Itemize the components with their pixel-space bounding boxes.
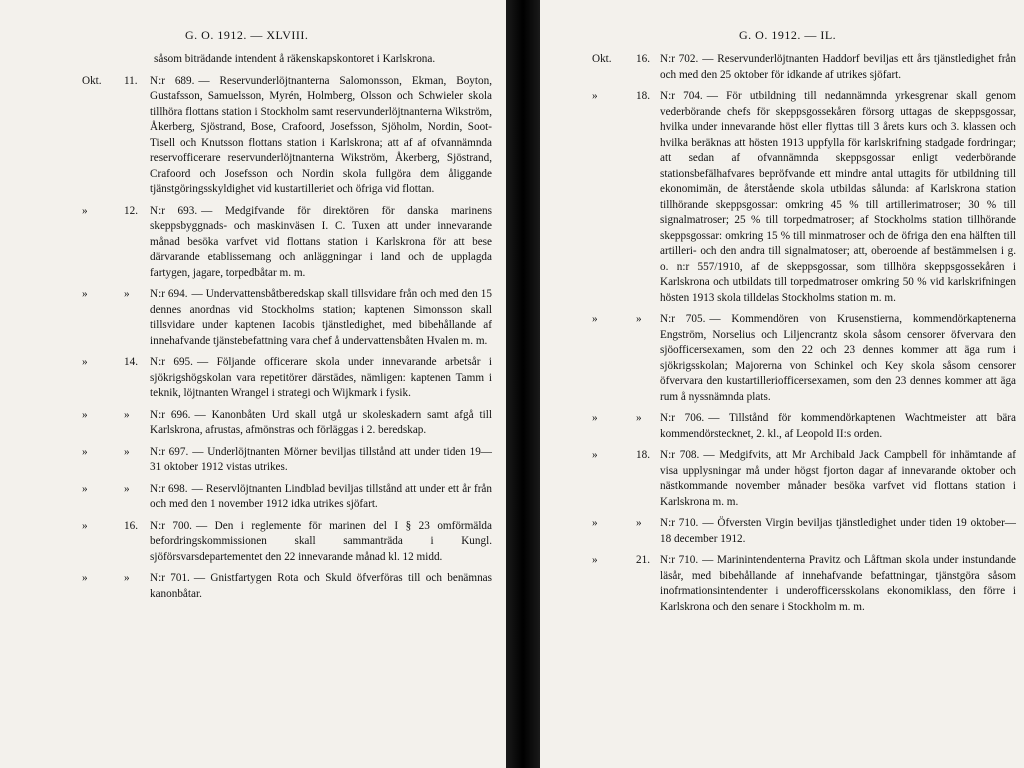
entry-number: N:r 697.	[150, 445, 189, 458]
entry-body	[150, 74, 492, 198]
entry-text: — Kommendören von Krusenstierna, kommendörkaptenerna Engström, Norselius och Liljencrantz skola såsom censorer öfvervara den sjöofficersexamen, som den 22 och 23 dennes kommer att äga rum i sjökrigsskolan; Majorerna von Schinkel och Key skola såsom censorer öfvervara den kustartilleriofficersexamen, som den 23 dennes kommer att äga rum å nyssnämnda plats.	[660, 313, 1016, 403]
left-page	[0, 0, 506, 768]
list-item	[0, 74, 506, 198]
entry-day: »	[124, 288, 130, 300]
list-item	[540, 312, 1024, 405]
entry-month: »	[82, 445, 88, 458]
list-item	[540, 553, 1024, 615]
list-item	[0, 571, 506, 602]
list-item	[540, 89, 1024, 306]
entry-month: »	[82, 519, 88, 532]
entry-month: Okt.	[82, 74, 102, 87]
entry-text: — Den i reglemente för marinen del I § 23 omförmälda befordringskommissionen skall sammanträda i Kungl. sjöförsvarsdepartementet den 22 innevarande månad kl. 12 midd.	[150, 519, 492, 563]
entry-month: »	[82, 356, 88, 368]
entry-number: N:r 694.	[150, 288, 188, 300]
list-item	[0, 52, 506, 68]
entry-body	[660, 89, 1016, 306]
entry-day: »	[636, 313, 642, 325]
entry-body	[660, 312, 1016, 405]
entry-day: 21.	[636, 554, 650, 566]
list-item	[0, 408, 506, 439]
entry-text: — Reservlöjtnanten Lindblad beviljas tillstånd att under ett år från och med den 1 november 1912 idka utrikes sjöfart.	[150, 482, 492, 510]
entry-body	[150, 52, 492, 68]
entry-month: »	[592, 90, 598, 102]
entry-number: N:r 700.	[150, 519, 192, 532]
list-item	[0, 482, 506, 513]
list-item	[0, 519, 506, 566]
entry-day: 14.	[124, 356, 138, 368]
list-item	[0, 287, 506, 349]
entry-month: »	[82, 204, 88, 217]
entry-text: — För utbildning till nedannämnda yrkesgrenar skall genom vederbörande chefs för skeppsgossekåren försorg uttagas de skeppsgossar, hvilka under innevarande höst eller flyttas till 3 årets kurs och 3. klassen och hvilka beräknas att hösten 1913 uppfylla för karlskrifning stadgade fordringar; att sedan af ofvannämnda skeppsgossar enligt vederbörande stationsbefälhafvares bepröfvande ett mindre antal uttagits för utbildning till ekonomimän, de återstående skola utbildas sålunda: af Karlskrona station tillhörande skeppsgossar: omkring 45 % till artillerimatroser; 30 % till signalmatroser; 25 % till torpedmatroser; af Stockholms station tillhörande skeppsgossar: omkring 15 % till minmatroser och de öfriga den ena hälften till artilleri- och den andra till signalmatoser; att, oberoende af bestämmelsen i g. o. n:r 557/1910, af de skeppsgossar, som tillhöra skeppsgossekåren i Karlskrona och utbildats till torpedmatroser omkring 50 % vid karlskrifningen hösten 1913 skola tilldelas Stockholms station m. m.	[660, 90, 1016, 304]
list-item	[0, 204, 506, 282]
running-head: G. O. 1912. — IL.	[739, 28, 837, 42]
entry-body	[660, 52, 1016, 83]
entry-day: »	[636, 517, 642, 529]
entry-body	[150, 287, 492, 349]
entry-day: 12.	[124, 204, 138, 217]
entry-month: Okt.	[592, 53, 612, 65]
entry-body	[150, 204, 492, 282]
entry-text: — Underlöjtnanten Mörner beviljas tillstånd att under tiden 19—31 oktober 1912 vistas utrikes.	[150, 445, 492, 473]
list-item	[540, 52, 1024, 83]
entry-body	[150, 355, 492, 402]
entry-number: N:r 706.	[660, 412, 705, 424]
entry-text: — Öfversten Virgin beviljas tjänstledighet under tiden 19 oktober—18 december 1912.	[660, 517, 1016, 545]
entry-number: N:r 710.	[660, 554, 699, 566]
entry-day: »	[124, 572, 130, 584]
entry-text: — Medgifvande för direktören för danska marinens skeppsbyggnads- och maskinväsen I. C. Tuxen att under innevarande månad besöka varfvet vid flottans station i Karlskrona för att bese därvarande etablissemang och anläggningar i land och de upplagda fartygen, jagare, torpedbåtar m. m.	[150, 204, 492, 279]
entry-body	[150, 445, 492, 476]
entry-text: — Följande officerare skola under innevarande arbetsår i sjökrigshögskolan vara repetitörer därstädes, nämligen: kaptenen Tamm i teknik, löjtnanten Wrangel i strategi och Wijkmark i fysik.	[150, 356, 492, 399]
entry-month: »	[82, 288, 88, 300]
entry-number: N:r 695.	[150, 356, 193, 368]
list-item	[0, 355, 506, 402]
entry-body	[660, 411, 1016, 442]
entry-day: 11.	[124, 74, 138, 87]
entry-day: 16.	[124, 519, 138, 532]
entry-body	[660, 516, 1016, 547]
entry-number: N:r 705.	[660, 313, 706, 325]
entry-month: »	[592, 554, 598, 566]
entry-month: »	[82, 482, 88, 495]
entry-body	[150, 571, 492, 602]
entry-month: »	[82, 408, 88, 421]
entry-day: »	[124, 482, 130, 495]
entry-day: »	[124, 445, 130, 458]
entry-text: — Reservunderlöjtnanterna Salomonsson, Ekman, Boyton, Gustafsson, Samuelsson, Myrén, Holmberg, Olsson och Schwieler skola tillhöra flottans station i Stockholm samt reservunderlöjtnanterna Wikström, Åkerberg, Sjöstrand, Bose, Crafoord, Josefsson, Sjöholm, Nordin, Soot-Tisell och Knutsson flottans station i Karlskrona; att af af ofvannämnda reservofficerare reservunderlöjtnanterna Wikström, Åkerberg, Sjöstrand, Crafoord och Josefsson och Nordin skola fullgöra dem åliggande tjänstgöringsskyldighet vid kustartilleriet och öfriga vid flottan.	[150, 74, 492, 195]
list-item	[540, 448, 1024, 510]
entry-text: — Tillstånd för kommendörkaptenen Wachtmeister att bära kommendörstecknet, 2. kl., af Leopold II:s orden.	[660, 412, 1016, 440]
entry-list	[540, 52, 1024, 621]
entry-day: 18.	[636, 90, 650, 102]
entry-number: N:r 708.	[660, 449, 700, 461]
entry-day: 16.	[636, 53, 650, 65]
entry-number: N:r 698.	[150, 482, 188, 495]
entry-body	[150, 482, 492, 513]
entry-number: N:r 701.	[150, 572, 190, 584]
list-item	[540, 411, 1024, 442]
list-item	[0, 445, 506, 476]
entry-month: »	[592, 449, 598, 461]
entry-body	[150, 519, 492, 566]
entry-number: N:r 702.	[660, 53, 699, 65]
entry-day: »	[124, 408, 130, 421]
entry-list	[0, 52, 506, 608]
entry-number: N:r 696.	[150, 408, 191, 421]
entry-number: N:r 704.	[660, 90, 703, 102]
entry-number: N:r 710.	[660, 517, 699, 529]
entry-month: »	[592, 517, 598, 529]
list-item	[540, 516, 1024, 547]
book-gutter	[506, 0, 540, 768]
entry-text: — Medgifvits, att Mr Archibald Jack Campbell för inhämtande af visa upplysningar må under högst fjorton dagar af innevarande oktober och nästkommande november månader besöka varfvet vid flottans station i Karlskrona m. m.	[660, 449, 1016, 508]
entry-text: — Undervattensbåtberedskap skall tillsvidare från och med den 15 dennes anordnas vid Stockholms station; kaptenen Simonsson skall tillsvidare under kaptenen Iacobis tjänstledighet, med bibehållande af innehafvande tjänstebefattning vara chef å undervattensbåten Hvalen m. m.	[150, 288, 492, 347]
entry-number: N:r 689.	[150, 74, 195, 87]
entry-text: — Reservunderlöjtnanten Haddorf beviljas ett års tjänstledighet från och med den 25 oktober för idkande af utrikes sjöfart.	[660, 53, 1016, 81]
entry-number: N:r 693.	[150, 204, 198, 217]
entry-body	[660, 553, 1016, 615]
right-page	[540, 0, 1024, 768]
entry-body	[150, 408, 492, 439]
entry-text: — Marinintendenterna Pravitz och Låftman skola under instundande läsår, med bibehållande af innehafvande befattningar, tjänstgöra såsom inofrmationsintendenter i underofficersskolans ekonomiklass, den förre i Karlskrona och den senare i Stockholm m. m.	[660, 554, 1017, 613]
entry-text: såsom biträdande intendent å räkenskapskontoret i Karlskrona.	[154, 53, 436, 65]
entry-text: — Kanonbåten Urd skall utgå ur skoleskadern samt afgå till Karlskrona, afrustas, afmönstras och förläggas i 2. beredskap.	[150, 408, 492, 436]
running-head: G. O. 1912. — XLVIII.	[185, 28, 309, 42]
entry-body	[660, 448, 1016, 510]
entry-month: »	[82, 572, 88, 584]
entry-month: »	[592, 412, 598, 424]
entry-day: »	[636, 412, 642, 424]
entry-text: — Gnistfartygen Rota och Skuld öfverföras till och benämnas kanonbåtar.	[150, 572, 492, 600]
entry-month: »	[592, 313, 598, 325]
entry-day: 18.	[636, 449, 650, 461]
